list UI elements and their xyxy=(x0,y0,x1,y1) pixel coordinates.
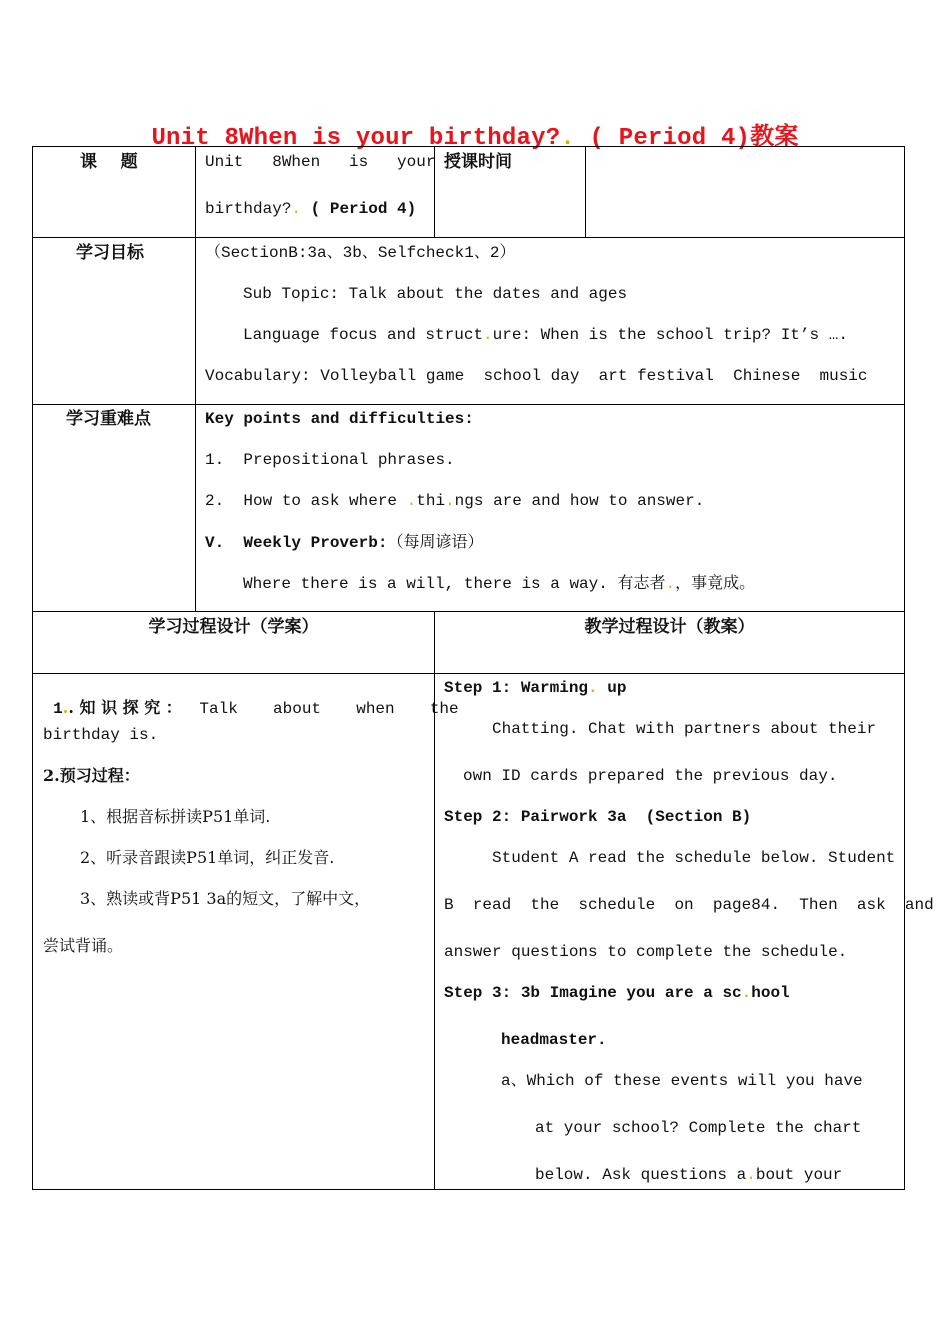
step-3-heading-cont: headmaster. xyxy=(501,1031,607,1049)
step-2-text-2: B read the schedule on page84. Then ask and xyxy=(444,896,934,914)
keypoint-1: 1. Prepositional phrases. xyxy=(205,451,455,469)
step-1-text-2: own ID cards prepared the previous day. xyxy=(463,767,838,785)
topic-line-2: birthday?. ( Period 4) xyxy=(205,200,417,218)
step-1-heading: Step 1: Warming. up xyxy=(444,679,627,697)
step-3-heading: Step 3: 3b Imagine you are a sc.hool xyxy=(444,984,790,1002)
keypoint-2: 2. How to ask where .thi.ngs are and how to answer. xyxy=(205,492,705,510)
study-item-3-cont: 尝试背诵。 xyxy=(43,936,124,955)
step-2-text-1: Student A read the schedule below. Student xyxy=(492,849,896,867)
goals-vocabulary: Vocabulary: Volleyball game school day art festival Chinese music xyxy=(205,367,868,385)
time-label: 授课时间 xyxy=(444,152,512,172)
goals-language-focus: Language focus and struct.ure: When is the school trip? It’s …. xyxy=(243,326,848,344)
cell-right-body xyxy=(434,673,905,1190)
step-3-item-a-3: below. Ask questions a.bout your xyxy=(535,1166,843,1184)
study-item-1: 1、根据音标拼读P51单词. xyxy=(80,807,271,826)
keypoints-label: 学习重难点 xyxy=(66,409,151,429)
step-3-item-a-2: at your school? Complete the chart xyxy=(535,1119,862,1137)
step-2-text-3: answer questions to complete the schedule. xyxy=(444,943,848,961)
topic-label: 课 题 xyxy=(80,152,138,172)
keypoints-heading: Key points and difficulties: xyxy=(205,410,474,428)
step-1-text-1: Chatting. Chat with partners about their xyxy=(492,720,877,738)
proverb-text: Where there is a will, there is a way. 有志者.，事竟成。 xyxy=(243,573,756,593)
topic-line-1: Unit 8When is your xyxy=(205,153,436,171)
goals-subtopic: Sub Topic: Talk about the dates and ages xyxy=(243,285,628,303)
weekly-proverb: V. Weekly Proverb:（每周谚语） xyxy=(205,532,484,552)
step-2-heading: Step 2: Pairwork 3a (Section B) xyxy=(444,808,752,826)
step-3-item-a-1: a、Which of these events will you have xyxy=(501,1072,863,1090)
cell-keypoints-label xyxy=(32,404,196,612)
cell-left-body xyxy=(32,673,459,1190)
goals-label: 学习目标 xyxy=(76,243,144,263)
study-section-1-cont: birthday is. xyxy=(43,726,159,744)
cell-time-value xyxy=(585,146,905,238)
right-column-header: 教学过程设计（教案） xyxy=(584,617,755,637)
study-item-2: 2、听录音跟读P51单词，纠正发音. xyxy=(80,848,335,867)
left-column-header: 学习过程设计（学案） xyxy=(148,617,319,637)
goals-section: （SectionB:3a、3b、Selfcheck1、2） xyxy=(205,244,516,262)
title-dot: . xyxy=(560,125,575,152)
study-item-3: 3、熟读或背P51 3a的短文，了解中文， xyxy=(80,889,371,908)
study-section-2: 2.预习过程： xyxy=(43,766,140,785)
study-section-1: 1.. 知 识 探 究 ： Talk about when the xyxy=(53,698,459,718)
document-title: Unit 8When is your birthday?. ( Period 4)教案 xyxy=(151,125,799,152)
